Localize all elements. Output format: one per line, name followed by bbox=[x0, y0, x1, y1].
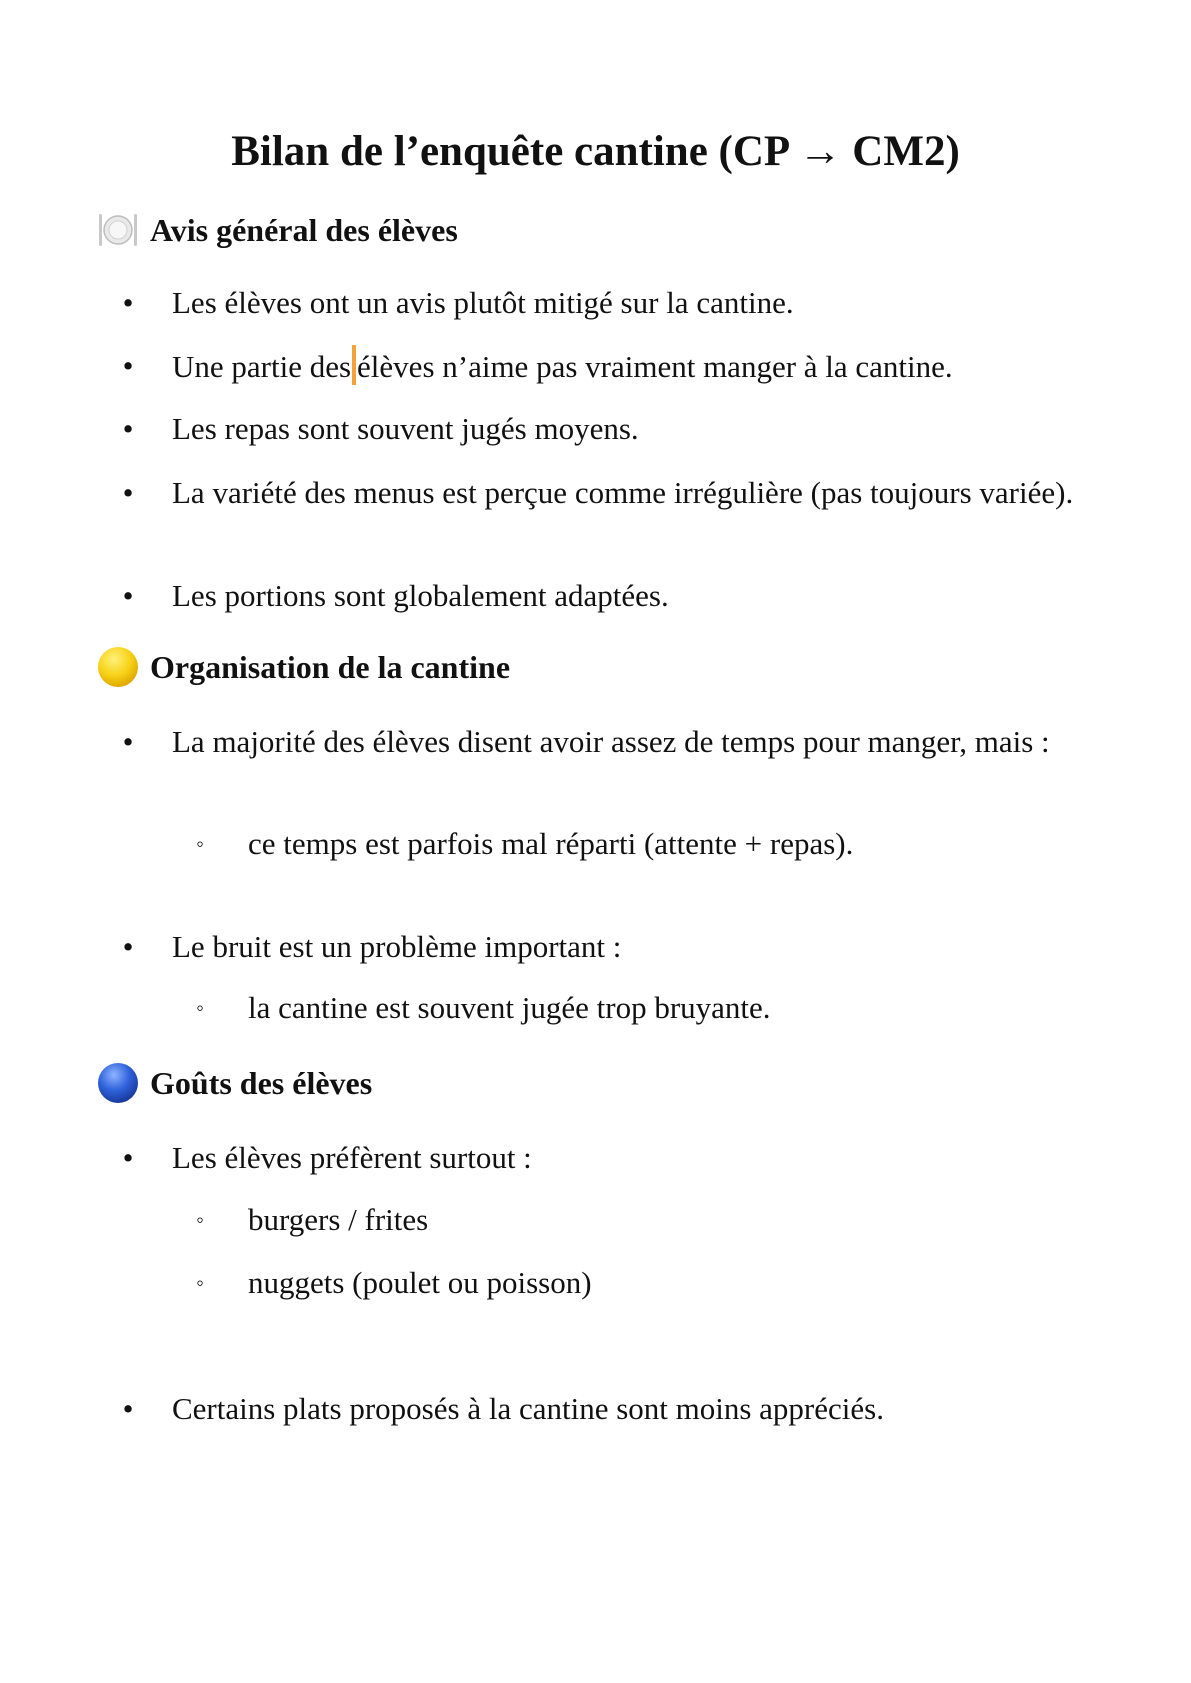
list-item-text: Les élèves ont un avis plutôt mitigé sur la cantine. bbox=[172, 285, 794, 320]
bullet-marker: • bbox=[122, 929, 134, 964]
page-title: Bilan de l’enquête cantine (CP → CM2) bbox=[231, 128, 960, 175]
blue-circle-icon bbox=[96, 1061, 140, 1105]
bullet-marker: • bbox=[122, 1140, 134, 1175]
list-item-text: Certains plats proposés à la cantine sont moins appréciés. bbox=[172, 1391, 884, 1426]
section-heading-organisation bbox=[96, 645, 510, 689]
list-item-text: Une partie des élèves n’aime pas vraiment manger à la cantine. bbox=[172, 345, 1122, 387]
bullet-marker: • bbox=[122, 475, 134, 510]
sub-bullet-marker: ◦ bbox=[196, 1270, 204, 1295]
bullet-marker: • bbox=[122, 411, 134, 446]
section-heading-text: Avis général des élèves bbox=[150, 212, 458, 248]
section-heading-text: Organisation de la cantine bbox=[150, 649, 511, 685]
section-heading-text: Goûts des élèves bbox=[150, 1065, 373, 1101]
sub-bullet-marker: ◦ bbox=[196, 831, 204, 856]
bullet-marker: • bbox=[122, 348, 134, 383]
sub-list-item-text: burgers / frites bbox=[248, 1202, 429, 1237]
section-heading-gouts bbox=[96, 1061, 372, 1105]
yellow-circle-icon bbox=[96, 645, 140, 689]
text-cursor bbox=[352, 345, 356, 385]
list-item-text: Le bruit est un problème important : bbox=[172, 929, 622, 964]
list-item-text: La variété des menus est perçue comme irrégulière (pas toujours variée). bbox=[172, 475, 1074, 510]
sub-list-item-text: ce temps est parfois mal réparti (attente + repas). bbox=[248, 826, 854, 861]
list-item-text: Les portions sont globalement adaptées. bbox=[172, 578, 669, 613]
sub-bullet-marker: ◦ bbox=[196, 995, 204, 1020]
plate-cutlery-icon bbox=[96, 208, 140, 252]
sub-bullet-marker: ◦ bbox=[196, 1207, 204, 1232]
bullet-marker: • bbox=[122, 724, 134, 759]
section-heading-avis bbox=[96, 208, 458, 252]
sub-list-item-text: la cantine est souvent jugée trop bruyante. bbox=[248, 990, 771, 1025]
sub-list-item-text: nuggets (poulet ou poisson) bbox=[248, 1265, 592, 1300]
list-item-text: La majorité des élèves disent avoir assez de temps pour manger, mais : bbox=[172, 724, 1050, 759]
list-item-text: Les repas sont souvent jugés moyens. bbox=[172, 411, 639, 446]
bullet-marker: • bbox=[122, 578, 134, 613]
bullet-marker: • bbox=[122, 1391, 134, 1426]
list-item-text: Les élèves préfèrent surtout : bbox=[172, 1140, 532, 1175]
bullet-marker: • bbox=[122, 285, 134, 320]
